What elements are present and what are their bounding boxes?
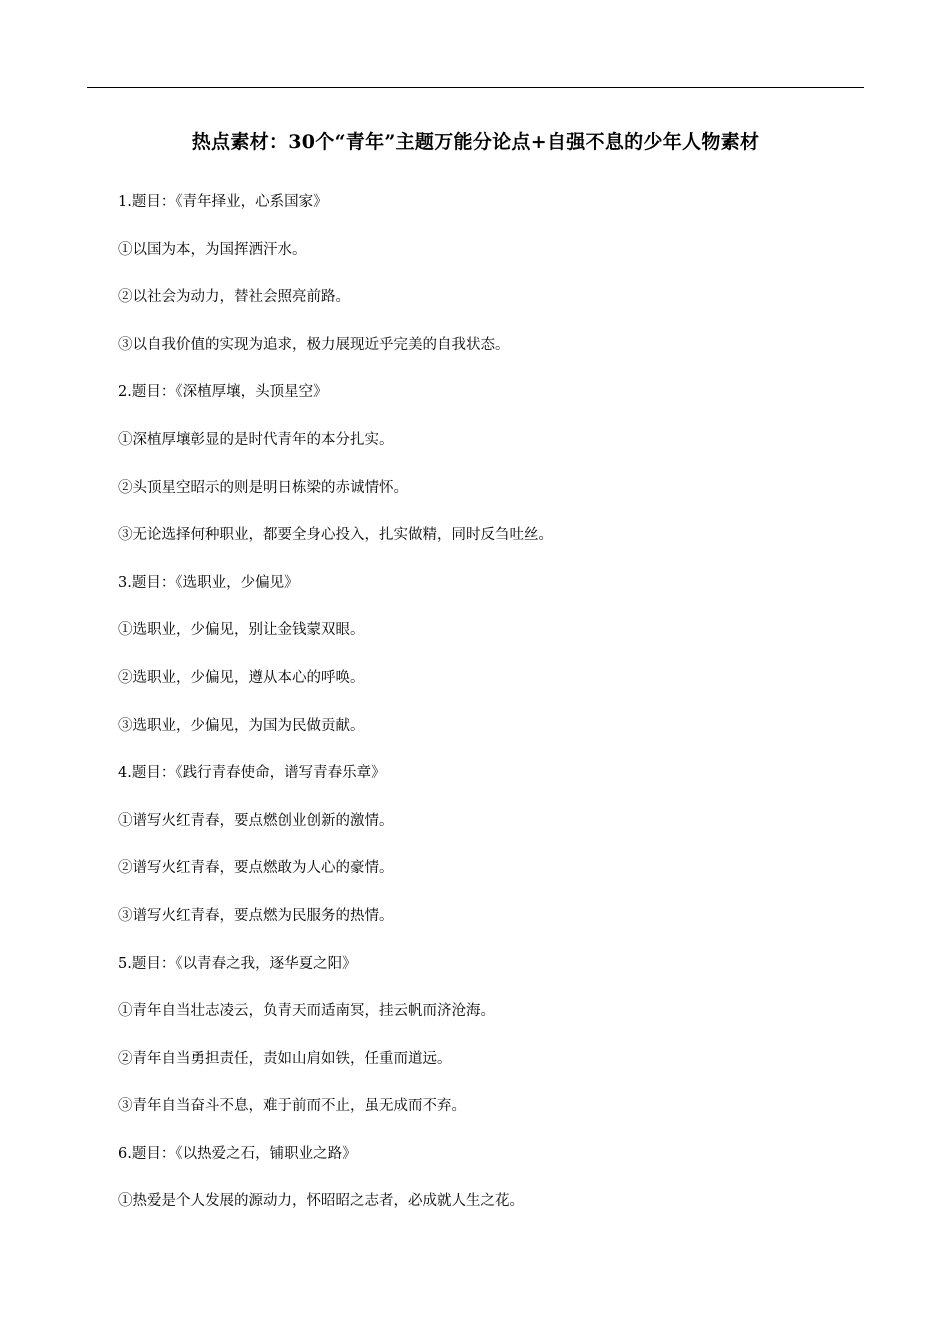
sub-point: ②头顶星空昭示的则是明日栋梁的赤诚情怀。 <box>118 479 408 496</box>
sub-point: ②谱写火红青春，要点燃敢为人心的豪情。 <box>118 860 394 877</box>
topic-heading-6: 6.题目：《以热爱之石，铺职业之路》 <box>118 1145 357 1162</box>
sub-point: ③以自我价值的实现为追求，极力展现近乎完美的自我状态。 <box>118 336 510 353</box>
sub-point: ①以国为本，为国挥洒汗水。 <box>118 241 307 258</box>
sub-point: ③青年自当奋斗不息，难于前而不止，虽无成而不弃。 <box>118 1098 466 1115</box>
sub-point: ③选职业，少偏见，为国为民做贡献。 <box>118 717 365 734</box>
sub-point: ③谱写火红青春，要点燃为民服务的热情。 <box>118 907 394 924</box>
topic-heading-5: 5.题目：《以青春之我，逐华夏之阳》 <box>118 955 357 972</box>
document-title: 热点素材：30个“青年”主题万能分论点+自强不息的少年人物素材 <box>191 131 760 153</box>
header-rule <box>87 87 864 88</box>
sub-point: ①谱写火红青春，要点燃创业创新的激情。 <box>118 812 394 829</box>
sub-point: ①深植厚壤彰显的是时代青年的本分扎实。 <box>118 431 394 448</box>
sub-point: ①选职业，少偏见，别让金钱蒙双眼。 <box>118 622 365 639</box>
topic-heading-4: 4.题目：《践行青春使命，谱写青春乐章》 <box>118 765 386 782</box>
sub-point: ②以社会为动力，替社会照亮前路。 <box>118 289 350 306</box>
topic-heading-3: 3.题目：《选职业，少偏见》 <box>118 574 299 591</box>
sub-point: ②青年自当勇担责任，责如山肩如铁，任重而道远。 <box>118 1050 452 1067</box>
topic-heading-2: 2.题目：《深植厚壤，头顶星空》 <box>118 384 328 401</box>
sub-point: ②选职业，少偏见，遵从本心的呼唤。 <box>118 669 365 686</box>
sub-point: ①热爱是个人发展的源动力，怀昭昭之志者，必成就人生之花。 <box>118 1193 524 1210</box>
sub-point: ①青年自当壮志凌云，负青天而适南冥，挂云帆而济沧海。 <box>118 1003 495 1020</box>
document-body <box>118 191 838 1238</box>
topic-heading-1: 1.题目：《青年择业，心系国家》 <box>118 194 328 210</box>
sub-point: ③无论选择何种职业，都要全身心投入，扎实做精，同时反刍吐丝。 <box>118 527 553 544</box>
